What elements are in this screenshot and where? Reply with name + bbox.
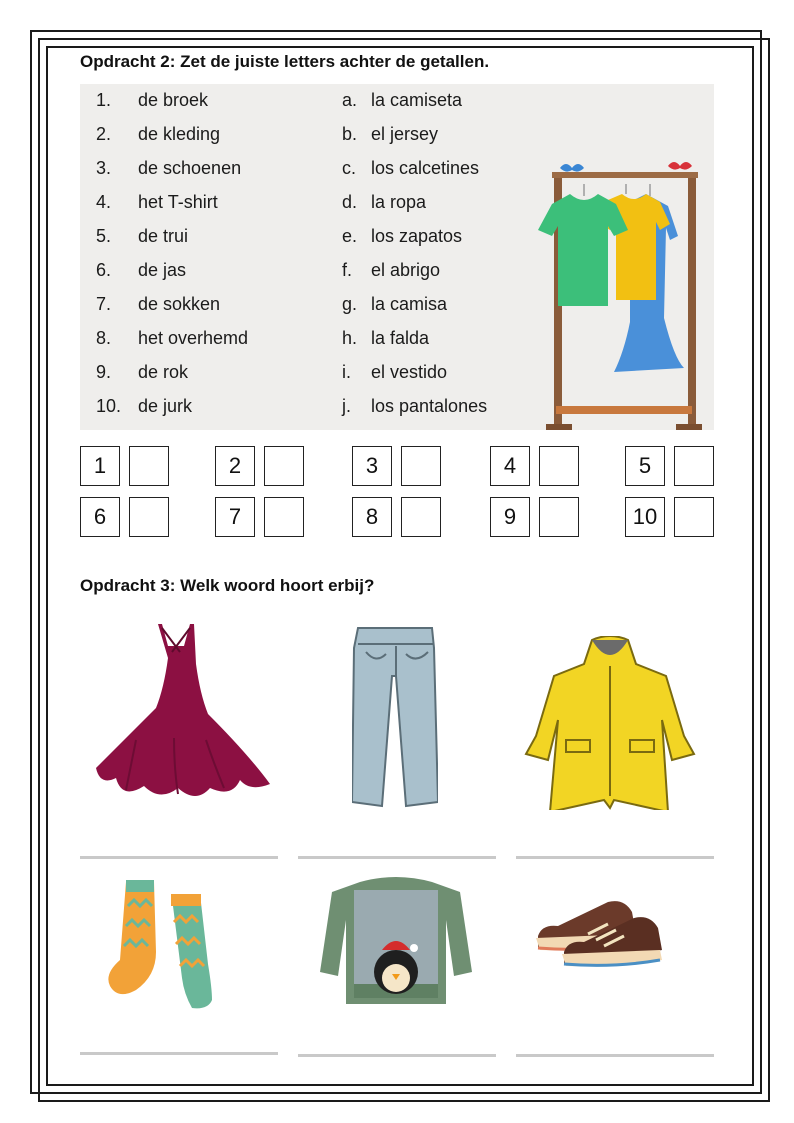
answer-number-box: 2 xyxy=(215,446,255,486)
spanish-word: el jersey xyxy=(371,124,439,144)
sweater-illustration xyxy=(316,876,476,1004)
answer-line[interactable] xyxy=(516,1054,714,1057)
letter-label: c. xyxy=(342,158,357,178)
raincoat-illustration xyxy=(522,636,698,810)
number-label: 6. xyxy=(96,260,112,280)
spanish-word: la camisa xyxy=(371,294,448,314)
spanish-word: el abrigo xyxy=(371,260,441,280)
dutch-word: de trui xyxy=(138,226,189,246)
dutch-word: de schoenen xyxy=(138,158,242,178)
number-label: 8. xyxy=(96,328,112,348)
answer-input-box[interactable] xyxy=(129,446,169,486)
number-label: 4. xyxy=(96,192,112,212)
clothes-rack-illustration xyxy=(526,160,716,430)
answer-number-box: 9 xyxy=(490,497,530,537)
dutch-word: het overhemd xyxy=(138,328,249,348)
dress-illustration xyxy=(96,620,276,810)
number-label: 9. xyxy=(96,362,112,382)
dutch-word: de jas xyxy=(138,260,187,280)
answer-input-box[interactable] xyxy=(539,497,579,537)
dutch-word: de broek xyxy=(138,90,209,110)
socks-illustration xyxy=(104,876,222,1010)
answer-input-box[interactable] xyxy=(401,446,441,486)
answer-line[interactable] xyxy=(80,856,278,859)
number-label: 7. xyxy=(96,294,112,314)
answer-number-box: 1 xyxy=(80,446,120,486)
dutch-word: de kleding xyxy=(138,124,221,144)
dutch-word: de sokken xyxy=(138,294,221,314)
letter-label: h. xyxy=(342,328,358,348)
answer-input-box[interactable] xyxy=(401,497,441,537)
answer-input-box[interactable] xyxy=(264,446,304,486)
letter-label: j. xyxy=(342,396,351,416)
answer-line[interactable] xyxy=(298,856,496,859)
letter-label: e. xyxy=(342,226,358,246)
letter-label: a. xyxy=(342,90,358,110)
answer-number-box: 6 xyxy=(80,497,120,537)
answer-number-box: 8 xyxy=(352,497,392,537)
number-label: 3. xyxy=(96,158,112,178)
answer-line[interactable] xyxy=(80,1052,278,1055)
answer-line[interactable] xyxy=(298,1054,496,1057)
exercise3-title: Opdracht 3: Welk woord hoort erbij? xyxy=(80,576,375,595)
answer-number-box: 4 xyxy=(490,446,530,486)
dutch-word: de rok xyxy=(138,362,189,382)
exercise2-title: Opdracht 2: Zet de juiste letters achter de getallen. xyxy=(80,52,490,71)
number-label: 2. xyxy=(96,124,112,144)
number-label: 10. xyxy=(96,396,122,416)
spanish-word: la camiseta xyxy=(371,90,463,110)
spanish-word: los calcetines xyxy=(371,158,480,178)
answer-number-box: 3 xyxy=(352,446,392,486)
number-label: 1. xyxy=(96,90,112,110)
answer-input-box[interactable] xyxy=(674,497,714,537)
answer-line[interactable] xyxy=(516,856,714,859)
number-label: 5. xyxy=(96,226,112,246)
spanish-word: la ropa xyxy=(371,192,427,212)
dutch-word: het T-shirt xyxy=(138,192,218,212)
sneakers-illustration xyxy=(532,894,688,988)
dutch-word: de jurk xyxy=(138,396,193,416)
letter-label: d. xyxy=(342,192,358,212)
letter-label: f. xyxy=(342,260,353,280)
answer-number-box: 5 xyxy=(625,446,665,486)
spanish-word: el vestido xyxy=(371,362,448,382)
answer-input-box[interactable] xyxy=(539,446,579,486)
jeans-illustration xyxy=(352,624,438,808)
letter-label: g. xyxy=(342,294,358,314)
letter-label: b. xyxy=(342,124,358,144)
answer-input-box[interactable] xyxy=(129,497,169,537)
spanish-word: los pantalones xyxy=(371,396,488,416)
spanish-word: los zapatos xyxy=(371,226,463,246)
answer-input-box[interactable] xyxy=(264,497,304,537)
answer-input-box[interactable] xyxy=(674,446,714,486)
answer-number-box: 10 xyxy=(625,497,665,537)
letter-label: i. xyxy=(342,362,351,382)
answer-number-box: 7 xyxy=(215,497,255,537)
spanish-word: la falda xyxy=(371,328,430,348)
